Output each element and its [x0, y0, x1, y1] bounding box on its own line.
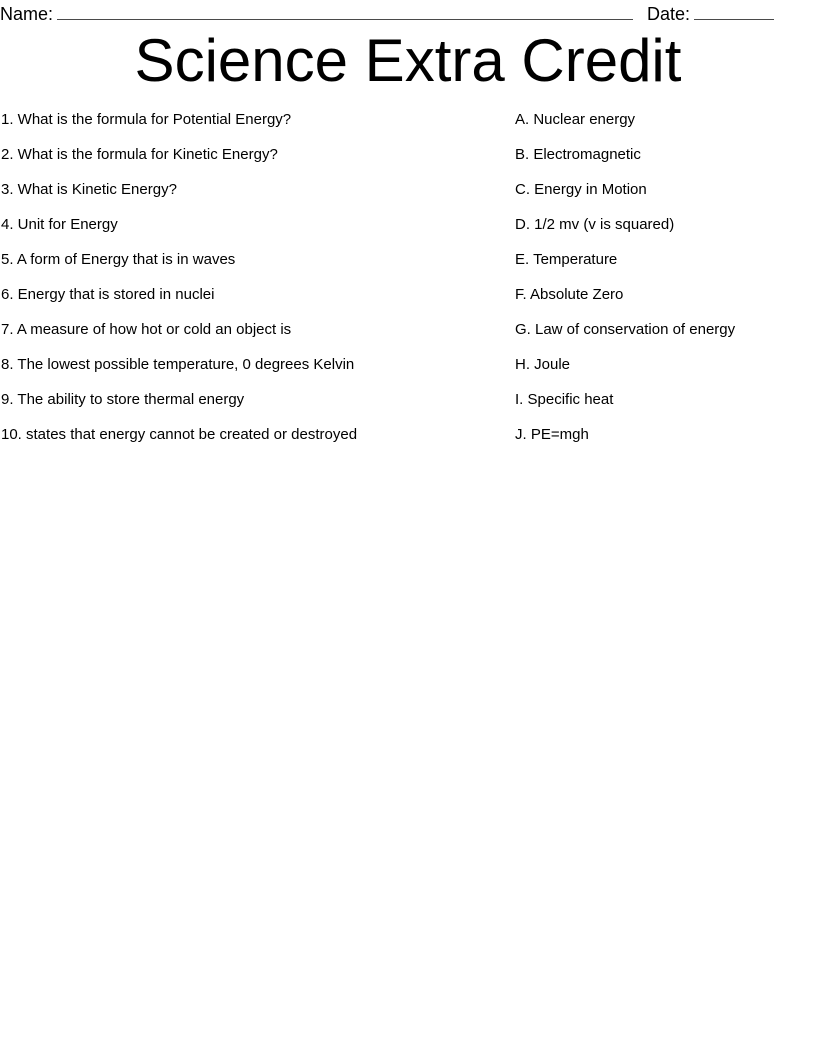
answer-choice-h: H. Joule	[515, 356, 571, 373]
matching-row	[0, 105, 816, 140]
question-item-2: 2. What is the formula for Kinetic Energy?	[1, 146, 278, 163]
matching-exercise	[0, 105, 816, 455]
question-item-1: 1. What is the formula for Potential Energy?	[1, 111, 292, 128]
question-item-4: 4. Unit for Energy	[1, 216, 118, 233]
matching-row	[0, 385, 816, 420]
question-item-8: 8. The lowest possible temperature, 0 degrees Kelvin	[1, 356, 355, 373]
matching-row	[0, 245, 816, 280]
matching-row	[0, 315, 816, 350]
name-write-in-line[interactable]	[57, 5, 633, 20]
name-label: Name:	[0, 4, 54, 24]
matching-row	[0, 210, 816, 245]
date-write-in-line[interactable]	[694, 5, 774, 20]
answer-choice-f: F. Absolute Zero	[515, 286, 624, 303]
answer-choice-b: B. Electromagnetic	[515, 146, 641, 163]
page-title: Science Extra Credit	[134, 27, 682, 94]
question-item-9: 9. The ability to store thermal energy	[1, 391, 245, 408]
answer-choice-c: C. Energy in Motion	[515, 181, 647, 198]
question-item-7: 7. A measure of how hot or cold an object is	[1, 321, 292, 338]
answer-choice-j: J. PE=mgh	[515, 426, 589, 443]
question-item-3: 3. What is Kinetic Energy?	[1, 181, 177, 198]
matching-row	[0, 175, 816, 210]
question-item-6: 6. Energy that is stored in nuclei	[1, 286, 215, 303]
question-item-10: 10. states that energy cannot be created or destroyed	[1, 426, 358, 443]
student-info-header	[0, 0, 816, 28]
question-item-5: 5. A form of Energy that is in waves	[1, 251, 236, 268]
date-label: Date:	[647, 4, 691, 24]
answer-choice-a: A. Nuclear energy	[515, 111, 636, 128]
matching-row	[0, 280, 816, 315]
name-field-group	[0, 0, 633, 28]
matching-row	[0, 350, 816, 385]
answer-choice-i: I. Specific heat	[515, 391, 614, 408]
date-field-group	[647, 0, 774, 28]
answer-choice-e: E. Temperature	[515, 251, 618, 268]
matching-row	[0, 420, 816, 455]
answer-choice-g: G. Law of conservation of energy	[515, 321, 736, 338]
answer-choice-d: D. 1/2 mv (v is squared)	[515, 216, 675, 233]
matching-row	[0, 140, 816, 175]
